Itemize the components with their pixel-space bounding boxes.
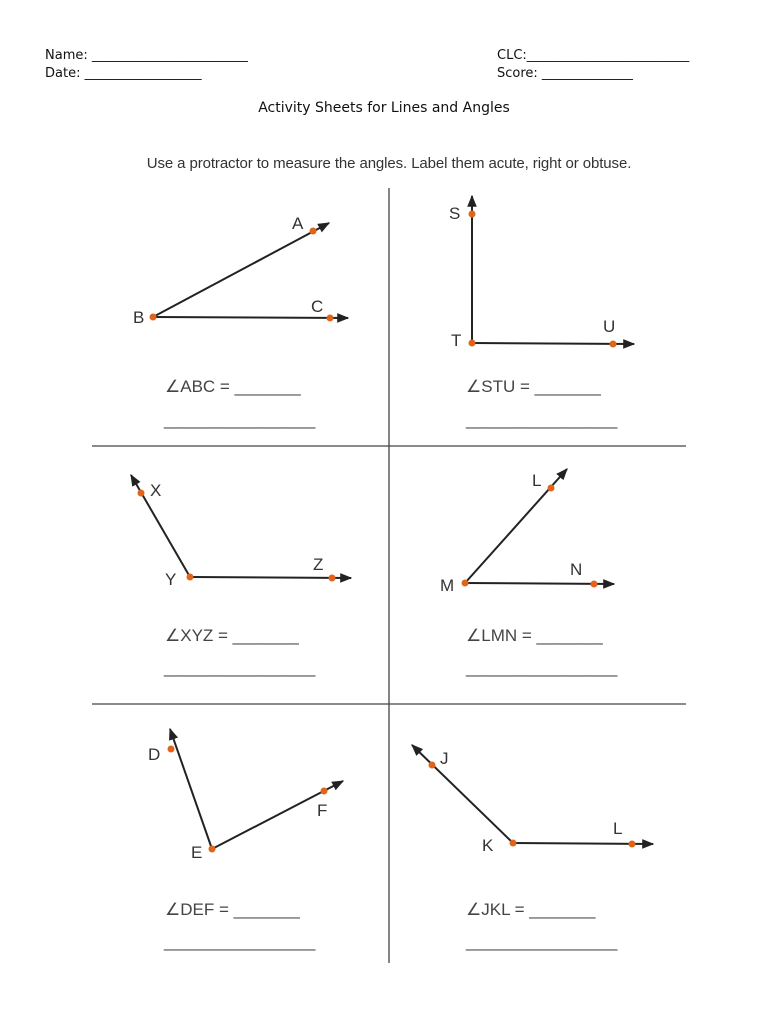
- ray-kj: [412, 745, 513, 843]
- answer-xyz-measure[interactable]: ∠XYZ = _______: [165, 626, 299, 645]
- label-e: E: [191, 843, 203, 862]
- point-d: [168, 746, 175, 753]
- label-x: X: [150, 481, 162, 500]
- point-c: [327, 315, 334, 322]
- ray-ba: [153, 223, 329, 317]
- clc-field[interactable]: CLC:_________________________: [497, 48, 690, 63]
- answer-abc-type[interactable]: ________________: [164, 410, 316, 429]
- label-d: D: [148, 745, 161, 764]
- label-b: B: [133, 308, 145, 327]
- point-j: [429, 762, 436, 769]
- point-a: [310, 228, 317, 235]
- point-l2: [629, 841, 636, 848]
- label-y: Y: [165, 570, 177, 589]
- angle-stu: [449, 196, 634, 350]
- answer-stu-measure[interactable]: ∠STU = _______: [466, 377, 601, 396]
- angle-xyz: [131, 475, 351, 589]
- label-j: J: [440, 749, 449, 768]
- instructions: Use a protractor to measure the angles. Label them acute, right or obtuse.: [146, 155, 632, 172]
- answer-xyz-type[interactable]: ________________: [164, 658, 316, 677]
- ray-bc: [153, 317, 348, 318]
- point-b: [150, 314, 157, 321]
- angle-def: [148, 729, 343, 862]
- answer-stu-type[interactable]: ________________: [466, 410, 618, 429]
- label-c: C: [311, 297, 324, 316]
- label-n: N: [570, 560, 583, 579]
- label-u: U: [603, 317, 616, 336]
- answer-lmn-type[interactable]: ________________: [466, 658, 618, 677]
- ray-ed: [170, 729, 212, 849]
- point-k: [510, 840, 517, 847]
- answer-jkl-measure[interactable]: ∠JKL = _______: [466, 900, 596, 919]
- name-field[interactable]: Name: ________________________: [45, 48, 248, 63]
- label-a: A: [292, 214, 304, 233]
- angle-lmn: [440, 469, 614, 595]
- point-z: [329, 575, 336, 582]
- answer-lmn-measure[interactable]: ∠LMN = _______: [466, 626, 603, 645]
- point-x: [138, 490, 145, 497]
- angle-abc: [133, 214, 348, 327]
- label-k: K: [482, 836, 494, 855]
- ray-yz: [190, 577, 351, 578]
- label-s: S: [449, 204, 461, 223]
- point-m: [462, 580, 469, 587]
- point-y: [187, 574, 194, 581]
- point-u: [610, 341, 617, 348]
- label-l-jkl: L: [613, 819, 623, 838]
- point-f: [321, 788, 328, 795]
- point-l: [548, 485, 555, 492]
- angle-jkl: [412, 745, 653, 855]
- answer-abc-measure[interactable]: ∠ABC = _______: [165, 377, 301, 396]
- page-title: Activity Sheets for Lines and Angles: [258, 100, 510, 116]
- point-n: [591, 581, 598, 588]
- label-z: Z: [313, 555, 324, 574]
- answer-jkl-type[interactable]: ________________: [466, 932, 618, 951]
- score-field[interactable]: Score: ______________: [497, 66, 633, 81]
- answer-def-type[interactable]: ________________: [164, 932, 316, 951]
- point-t: [469, 340, 476, 347]
- label-t: T: [451, 331, 462, 350]
- date-field[interactable]: Date: __________________: [45, 66, 202, 81]
- label-f: F: [317, 801, 328, 820]
- label-l: L: [532, 471, 542, 490]
- point-e: [209, 846, 216, 853]
- answer-def-measure[interactable]: ∠DEF = _______: [165, 900, 300, 919]
- label-m: M: [440, 576, 455, 595]
- point-s: [469, 211, 476, 218]
